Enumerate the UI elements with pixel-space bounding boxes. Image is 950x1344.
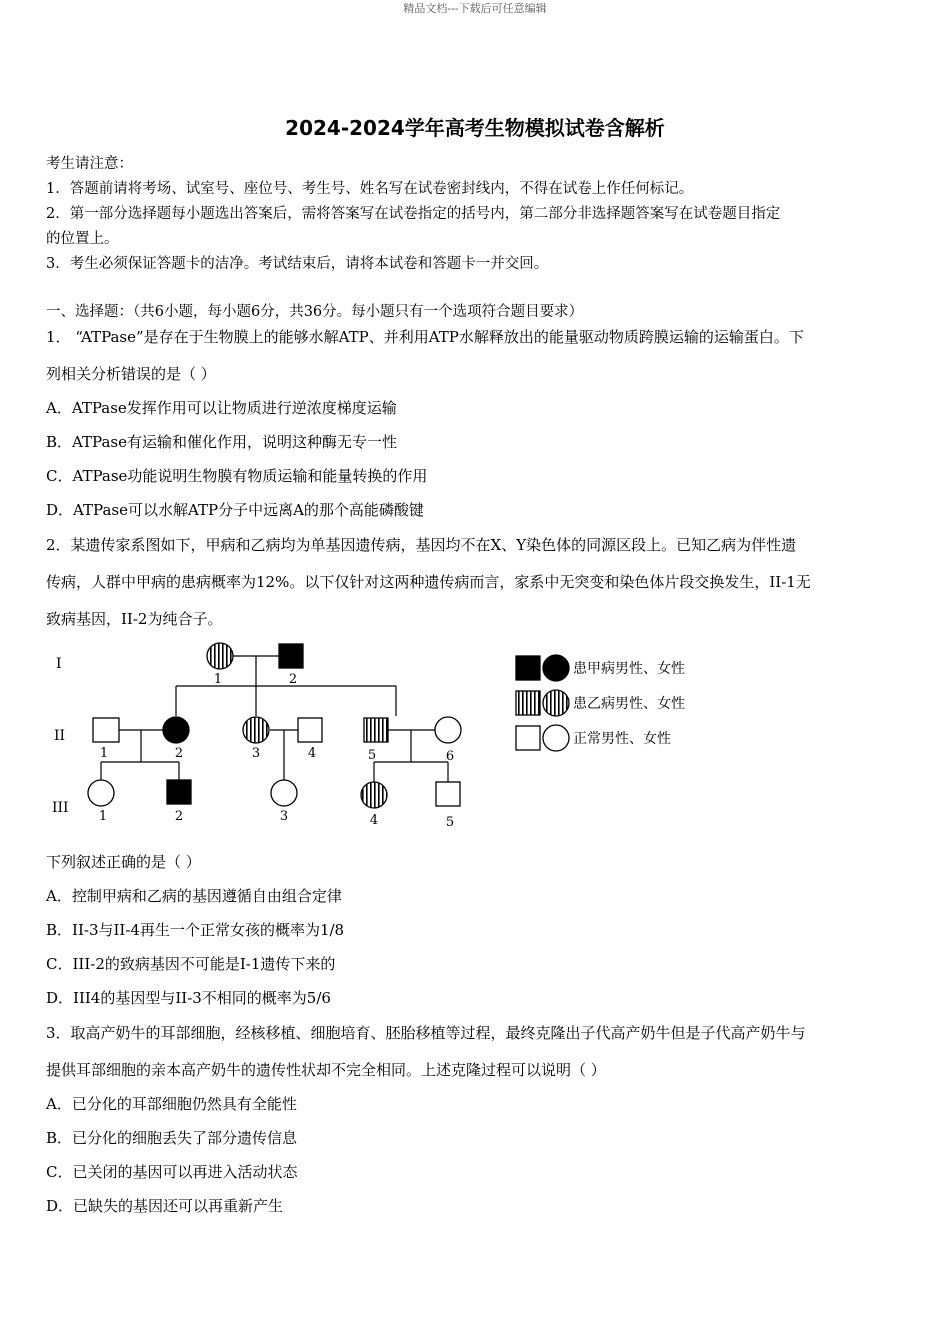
legend-female-disease-a [543, 655, 569, 681]
q1-stem-line1: 1． “ATPase”是存在于生物膜上的能够水解ATP、并利用ATP水解释放出的能量驱动物质跨膜运输的运输蛋白。下 [46, 328, 804, 346]
pedigree-III-5-label: 5 [445, 815, 455, 830]
legend-male-normal [516, 726, 540, 750]
q2-stem-line3: 致病基因，II-2为纯合子。 [46, 610, 223, 628]
pedigree-III-2-male-disease-a [167, 780, 191, 804]
pedigree-II-3-label: 3 [251, 746, 261, 761]
q2-option-d: D．III4的基因型与II-3不相同的概率为5/6 [46, 989, 331, 1007]
q2-stem-line2: 传病，人群中甲病的患病概率为12%。以下仅针对这两种遗传病而言，家系中无突变和染色体片段交换发生，II-1无 [46, 573, 811, 591]
q3-stem-line1: 3．取高产奶牛的耳部细胞，经核移植、细胞培育、胚胎移植等过程，最终克隆出子代高产奶牛但是子代高产奶牛与 [46, 1024, 806, 1042]
pedigree-III-4-female-disease-b [361, 782, 387, 808]
pedigree-gen-label-2: II [54, 728, 66, 744]
pedigree-gen-label-3: III [52, 800, 69, 816]
legend-female-normal [543, 725, 569, 751]
q2-option-c: C．III-2的致病基因不可能是I-1遗传下来的 [46, 955, 336, 973]
pedigree-II-5-male-disease-b [364, 718, 388, 742]
pedigree-I-1-female-disease-b [207, 643, 233, 669]
legend-label-normal: 正常男性、女性 [573, 731, 671, 747]
pedigree-III-5-male-normal [436, 782, 460, 806]
q2-option-b: B．II-3与II-4再生一个正常女孩的概率为1/8 [46, 921, 345, 939]
notice-item-2-cont: 的位置上。 [46, 231, 119, 247]
pedigree-II-4-label: 4 [307, 746, 317, 761]
section-heading: 一、选择题：（共6小题，每小题6分，共36分。每小题只有一个选项符合题目要求） [46, 304, 584, 320]
pedigree-II-6-female-normal [435, 717, 461, 743]
pedigree-II-6-label: 6 [445, 749, 455, 764]
pedigree-I-2-label: 2 [288, 672, 298, 687]
pedigree-II-1-male-normal [93, 718, 119, 742]
pedigree-I-1-label: 1 [213, 672, 223, 687]
legend-label-disease-a: 患甲病男性、女性 [573, 661, 685, 677]
pedigree-III-1-female-normal [88, 780, 114, 806]
pedigree-III-1-label: 1 [98, 809, 108, 824]
pedigree-III-3-label: 3 [279, 809, 289, 824]
notice-item-3: 3．考生必须保证答题卡的洁净。考试结束后，请将本试卷和答题卡一并交回。 [46, 256, 549, 272]
legend-male-disease-a [516, 656, 540, 680]
pedigree-II-3-female-disease-b [243, 717, 269, 743]
pedigree-III-2-label: 2 [174, 809, 184, 824]
q1-option-b: B．ATPase有运输和催化作用，说明这种酶无专一性 [46, 433, 397, 451]
pedigree-gen-label-1: I [56, 656, 62, 672]
q1-option-c: C．ATPase功能说明生物膜有物质运输和能量转换的作用 [46, 467, 428, 485]
q2-option-a: A．控制甲病和乙病的基因遵循自由组合定律 [46, 887, 342, 905]
pedigree-II-2-label: 2 [174, 746, 184, 761]
q3-stem-line2: 提供耳部细胞的亲本高产奶牛的遗传性状却不完全相同。上述克隆过程可以说明（ ） [46, 1061, 606, 1079]
pedigree-II-2-female-disease-a [163, 717, 189, 743]
pedigree-diagram [46, 636, 726, 836]
q1-stem-line2: 列相关分析错误的是（ ） [46, 365, 216, 383]
legend-male-disease-b [516, 691, 540, 715]
q2-prompt: 下列叙述正确的是（ ） [46, 853, 201, 871]
q3-option-a: A．已分化的耳部细胞仍然具有全能性 [46, 1095, 297, 1113]
page-title: 2024-2024学年高考生物模拟试卷含解析 [285, 116, 665, 140]
watermark: 精品文档---下载后可任意编辑 [403, 2, 547, 15]
q3-option-b: B．已分化的细胞丢失了部分遗传信息 [46, 1129, 298, 1147]
q1-option-d: D．ATPase可以水解ATP分子中远离A的那个高能磷酸键 [46, 501, 424, 519]
legend-label-disease-b: 患乙病男性、女性 [573, 696, 685, 712]
pedigree-II-5-label: 5 [367, 748, 377, 763]
pedigree-II-1-label: 1 [99, 746, 109, 761]
notice-item-2: 2．第一部分选择题每小题选出答案后，需将答案写在试卷指定的括号内，第二部分非选择题答案写在试卷题目指定 [46, 206, 781, 222]
pedigree-II-4-male-normal [298, 718, 322, 742]
q2-stem-line1: 2．某遗传家系图如下，甲病和乙病均为单基因遗传病，基因均不在X、Y染色体的同源区段上。已知乙病为伴性遗 [46, 536, 797, 554]
pedigree-III-4-label: 4 [369, 813, 379, 828]
notice-item-1: 1．答题前请将考场、试室号、座位号、考生号、姓名写在试卷密封线内，不得在试卷上作任何标记。 [46, 181, 694, 197]
notice-heading: 考生请注意： [46, 156, 133, 172]
q3-option-d: D．已缺失的基因还可以再重新产生 [46, 1197, 284, 1215]
pedigree-I-2-male-disease-a [279, 644, 303, 668]
q1-option-a: A．ATPase发挥作用可以让物质进行逆浓度梯度运输 [46, 399, 397, 417]
pedigree-III-3-female-normal [271, 780, 297, 806]
legend-female-disease-b [543, 690, 569, 716]
pedigree-legend [516, 655, 569, 751]
q3-option-c: C．已关闭的基因可以再进入活动状态 [46, 1163, 298, 1181]
